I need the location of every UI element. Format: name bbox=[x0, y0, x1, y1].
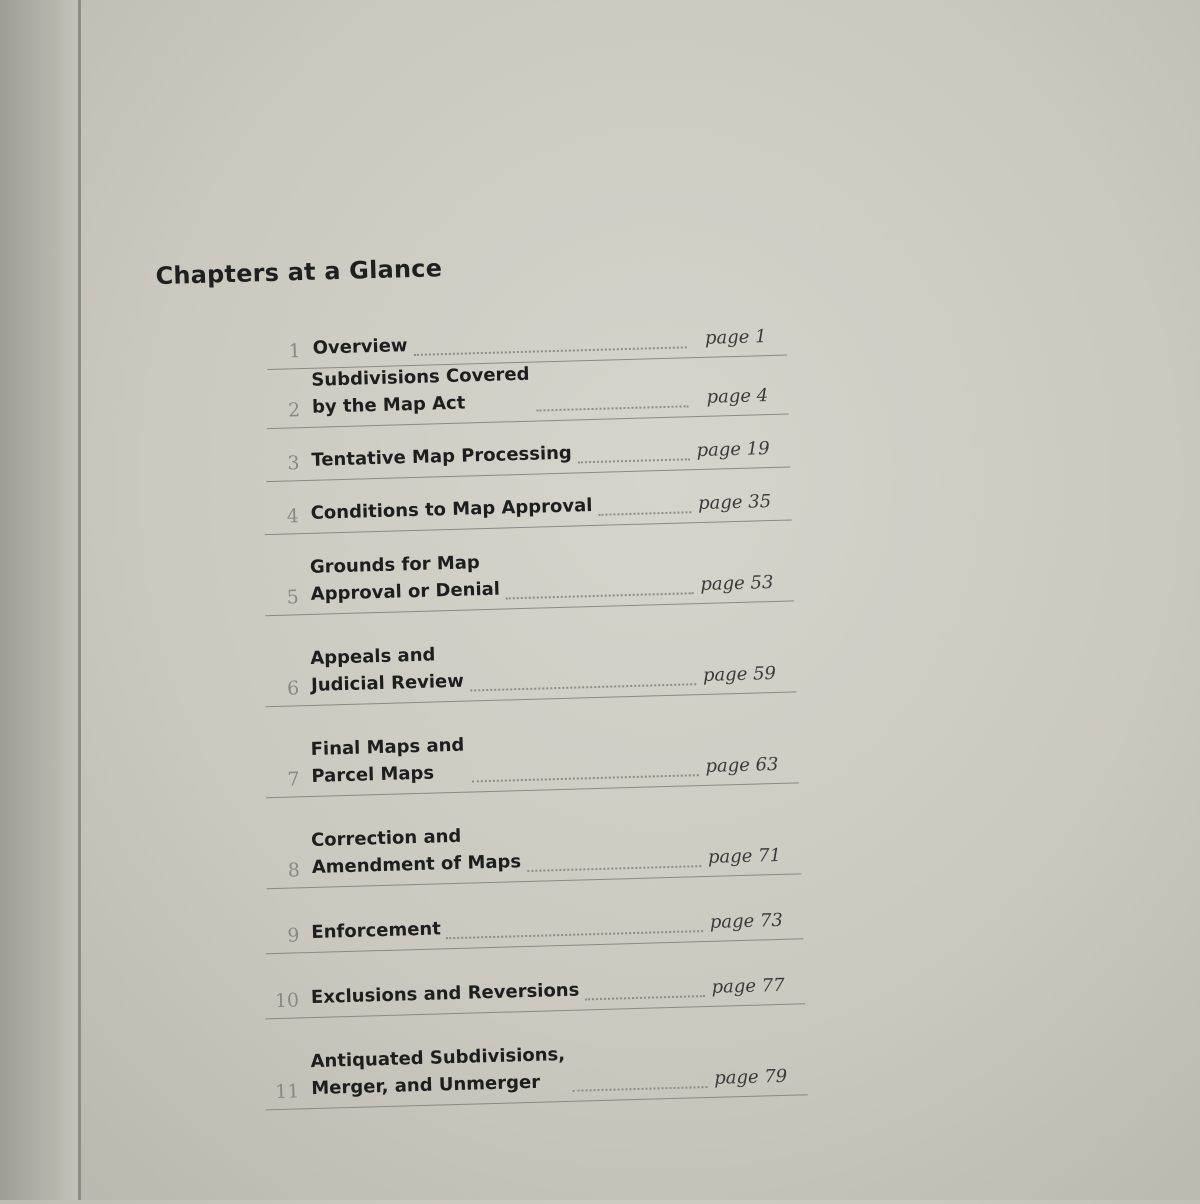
toc-entry bbox=[264, 1016, 808, 1110]
chapter-title-line: Judicial Review bbox=[310, 670, 465, 696]
chapter-title bbox=[312, 332, 408, 362]
chapter-title bbox=[311, 915, 441, 946]
toc-entry bbox=[265, 422, 790, 482]
chapter-title-line: Appeals and bbox=[310, 644, 436, 669]
toc-entry bbox=[264, 540, 794, 616]
chapter-title-line: by the Map Act bbox=[311, 392, 466, 418]
chapter-title-line: Conditions to Map Approval bbox=[310, 495, 593, 524]
chapter-title-line: Overview bbox=[312, 335, 408, 359]
toc-entry bbox=[264, 882, 803, 954]
chapter-title bbox=[310, 732, 465, 790]
dot-leader bbox=[578, 456, 690, 463]
dot-leader bbox=[527, 863, 701, 872]
page-reference: page 1 bbox=[704, 326, 767, 349]
toc-entry bbox=[264, 803, 801, 889]
page-reference: page 53 bbox=[700, 571, 774, 596]
chapter-title-line: Exclusions and Reversions bbox=[310, 979, 580, 1009]
chapter-title-line: Tentative Map Processing bbox=[311, 442, 573, 471]
toc-entry bbox=[264, 712, 799, 798]
page-reference: page 59 bbox=[702, 662, 777, 686]
chapter-title bbox=[310, 549, 501, 608]
page-reference: page 71 bbox=[707, 844, 782, 868]
page-reference: page 73 bbox=[709, 909, 784, 933]
chapter-number: 11 bbox=[274, 1080, 300, 1104]
chapter-title bbox=[311, 821, 522, 881]
chapter-number: 7 bbox=[287, 768, 300, 791]
page-reference: page 77 bbox=[711, 974, 785, 998]
chapter-title-line: Antiquated Subdivisions, bbox=[310, 1043, 566, 1073]
dot-leader bbox=[598, 509, 691, 516]
toc-entry bbox=[264, 475, 792, 535]
toc-entry bbox=[265, 364, 788, 430]
chapter-number: 5 bbox=[286, 586, 300, 609]
page-reference: page 63 bbox=[705, 753, 779, 777]
dot-leader bbox=[446, 928, 703, 939]
page-reference: page 35 bbox=[697, 491, 772, 515]
dot-leader bbox=[414, 344, 687, 356]
table-of-contents bbox=[266, 323, 807, 1110]
chapter-title bbox=[311, 361, 531, 421]
chapter-number: 9 bbox=[287, 924, 300, 947]
chapter-title-line: Approval or Denial bbox=[310, 578, 501, 605]
page-reference: page 4 bbox=[706, 385, 769, 408]
page-heading: Chapters at a Glance bbox=[155, 254, 443, 291]
chapter-number: 3 bbox=[287, 452, 300, 475]
chapter-title-line: Enforcement bbox=[311, 918, 442, 944]
chapter-number: 10 bbox=[274, 989, 300, 1013]
chapter-title bbox=[310, 1041, 566, 1102]
chapter-title-line: Merger, and Unmerger bbox=[311, 1071, 541, 1100]
dot-leader bbox=[506, 590, 694, 599]
dot-leader bbox=[536, 403, 688, 411]
chapter-number: 2 bbox=[287, 399, 301, 422]
chapter-number: 1 bbox=[288, 340, 302, 363]
chapter-title-line: Subdivisions Covered bbox=[311, 363, 530, 391]
chapter-title-line: Parcel Maps bbox=[311, 762, 435, 787]
dot-leader bbox=[470, 681, 696, 691]
chapter-title bbox=[310, 641, 464, 699]
dot-leader bbox=[585, 993, 705, 1000]
chapter-title bbox=[311, 977, 580, 1011]
toc-entry bbox=[264, 947, 805, 1019]
toc-entry bbox=[264, 621, 797, 707]
chapter-number: 8 bbox=[287, 859, 301, 882]
page-reference: page 79 bbox=[713, 1065, 788, 1089]
chapter-number: 4 bbox=[286, 505, 300, 528]
page-reference: page 19 bbox=[696, 438, 770, 462]
chapter-title bbox=[311, 440, 572, 474]
dot-leader bbox=[572, 1084, 707, 1092]
chapter-title-line: Final Maps and bbox=[310, 734, 465, 760]
chapter-title-line: Correction and bbox=[310, 825, 462, 851]
chapter-number: 6 bbox=[286, 677, 300, 700]
chapter-title bbox=[310, 492, 592, 527]
chapter-title-line: Grounds for Map bbox=[309, 552, 481, 578]
dot-leader bbox=[472, 772, 699, 782]
chapter-title-line: Amendment of Maps bbox=[311, 851, 522, 878]
